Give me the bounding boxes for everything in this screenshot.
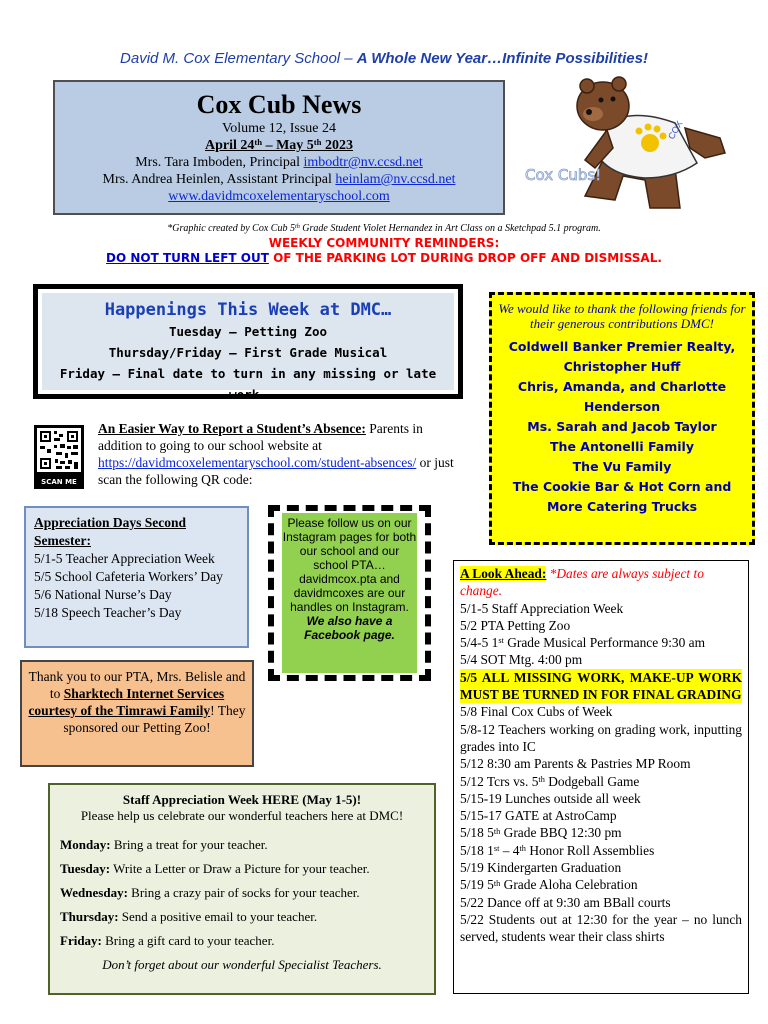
appreciation-days-box — [24, 506, 249, 648]
staff-day-item: Friday: Bring a gift card to your teacher. — [60, 933, 275, 948]
tagline-motto: A Whole New Year…Infinite Possibilities! — [356, 50, 648, 67]
instagram-box — [282, 513, 417, 673]
bear-shirt-text: COX — [666, 119, 685, 141]
scan-me-label: SCAN ME — [41, 478, 77, 486]
staff-appreciation-title: Staff Appreciation Week HERE (May 1-5)! — [122, 792, 362, 807]
look-ahead-item: 5/18 5th Grade BBQ 12:30 pm — [460, 825, 622, 841]
absence-qr-code[interactable] — [34, 425, 84, 489]
look-ahead-box — [453, 560, 749, 994]
donor-name: Chris, Amanda, and Charlotte Henderson — [517, 379, 727, 414]
graphic-credit: *Graphic created by Cox Cub 5th Grade Student Violet Hernandez in Art Class on a Sketchpad 5.1 program. — [167, 223, 601, 234]
school-website-link[interactable]: www.davidmcoxelementaryschool.com — [168, 189, 390, 204]
staff-day-item: Tuesday: Write a Letter or Draw a Picture for your teacher. — [60, 861, 370, 876]
appreciation-day-item: 5/1-5 Teacher Appreciation Week — [34, 551, 215, 566]
look-ahead-item: 5/18 1st – 4th Honor Roll Assemblies — [460, 842, 655, 858]
look-ahead-item: 5/8-12 Teachers working on grading work, inputting grades into IC — [460, 721, 742, 754]
look-ahead-item: 5/15-17 GATE at AstroCamp — [460, 808, 617, 824]
staff-appreciation-box — [48, 783, 436, 995]
happening-item: Thursday/Friday – First Grade Musical — [108, 345, 388, 360]
donors-intro: We would like to thank the following friends for their generous contributions DMC! — [498, 301, 746, 331]
look-ahead-item: 5/12 8:30 am Parents & Pastries MP Room — [460, 756, 691, 772]
staff-day-item: Monday: Bring a treat for your teacher. — [60, 837, 268, 852]
principal-line: Mrs. Tara Imboden, Principal imbodtr@nv.ccsd.net — [135, 155, 423, 170]
school-tagline — [0, 50, 768, 67]
look-ahead-item: 5/4 SOT Mtg. 4:00 pm — [460, 652, 583, 668]
reminders-heading: WEEKLY COMMUNITY REMINDERS: — [268, 236, 500, 250]
look-ahead-item-highlight: 5/5 ALL MISSING WORK, MAKE-UP WORK MUST BE TURNED IN FOR FINAL GRADING — [460, 669, 742, 703]
facebook-note: We also have a Facebook page. — [304, 614, 395, 642]
happening-item: Tuesday – Petting Zoo — [168, 324, 328, 339]
happening-item: Friday – Final date to turn in any missing or late work. — [59, 366, 437, 402]
weekly-reminders — [0, 236, 768, 266]
pta-thanks-box: Thank you to our PTA, Mrs. Belisle and to Sharktech Internet Services courtesy of the Timrawi Family! They sponsored our Petting Zoo! — [20, 660, 254, 767]
appreciation-day-item: 5/5 School Cafeteria Workers’ Day — [34, 569, 223, 584]
website-line — [55, 188, 503, 205]
donor-name: Ms. Sarah and Jacob Taylor — [527, 419, 717, 434]
newsletter-title: Cox Cub News — [196, 90, 362, 119]
staff-day-item: Wednesday: Bring a crazy pair of socks for your teacher. — [60, 885, 360, 900]
asst-principal-email-link[interactable]: heinlam@nv.ccsd.net — [335, 172, 456, 187]
look-ahead-item: 5/1-5 Staff Appreciation Week — [460, 600, 624, 616]
appreciation-days-heading: Appreciation Days Second Semester: — [34, 515, 187, 548]
look-ahead-item: 5/22 Dance off at 9:30 am BBall courts — [460, 894, 671, 910]
absence-url-link[interactable]: https://davidmcoxelementaryschool.com/student-absences/ — [98, 455, 417, 470]
happenings-box — [33, 284, 463, 402]
masthead — [53, 80, 505, 215]
issue-dates: April 24th – May 5th 2023 — [204, 137, 354, 153]
look-ahead-item: 5/19 Kindergarten Graduation — [460, 860, 622, 876]
happenings-title: Happenings This Week at DMC… — [104, 300, 392, 320]
specialist-teachers-note: Don’t forget about our wonderful Specialist Teachers. — [102, 957, 382, 972]
look-ahead-item: 5/19 5th Grade Aloha Celebration — [460, 877, 638, 893]
look-ahead-item: 5/4-5 1st Grade Musical Performance 9:30 am — [460, 635, 706, 651]
donor-name: The Vu Family — [572, 459, 672, 474]
appreciation-day-item: 5/18 Speech Teacher’s Day — [34, 605, 182, 620]
look-ahead-item: 5/2 PTA Petting Zoo — [460, 617, 571, 633]
absence-heading: An Easier Way to Report a Student’s Absence: — [98, 421, 366, 436]
staff-appreciation-subtitle: Please help us celebrate our wonderful teachers here at DMC! — [80, 808, 404, 823]
donor-name: Coldwell Banker Premier Realty, Christopher Huff — [508, 339, 736, 374]
look-ahead-item: 5/12 Tcrs vs. 5th Dodgeball Game — [460, 773, 640, 789]
staff-day-item: Thursday: Send a positive email to your teacher. — [60, 909, 318, 924]
instagram-text: Please follow us on our Instagram pages for both our school and our school PTA… davidmcox.pta and davidmcoxes are our handles on Instagram. — [282, 516, 417, 614]
look-ahead-item: 5/8 Final Cox Cubs of Week — [460, 704, 613, 720]
look-ahead-item: 5/15-19 Lunches outside all week — [460, 790, 641, 806]
donors-thank-you-box — [489, 292, 755, 545]
look-ahead-item: 5/22 Students out at 12:30 for the year – no lunch served, students wear their class shirts — [460, 911, 742, 945]
look-ahead-header: A Look Ahead: *Dates are always subject to change. — [460, 566, 704, 599]
tagline-school-name: David M. Cox Elementary School – — [120, 50, 357, 67]
donor-name: The Antonelli Family — [550, 439, 694, 454]
reminders-text: DO NOT TURN LEFT OUT OF THE PARKING LOT DURING DROP OFF AND DISMISSAL. — [106, 251, 662, 265]
sponsor-name: Sharktech Internet Services courtesy of the Timrawi Family — [28, 686, 225, 718]
cox-cub-bear-illustration — [515, 68, 755, 218]
volume-issue: Volume 12, Issue 24 — [221, 121, 337, 136]
cox-cubs-label: Cox Cubs! — [525, 166, 602, 184]
asst-principal-line: Mrs. Andrea Heinlen, Assistant Principal heinlam@nv.ccsd.net — [102, 172, 456, 187]
absence-report-section: An Easier Way to Report a Student’s Absence: Parents in addition to going to our school website at https://davidmcoxelementaryschool.com/student-absences/ or just scan the following QR code: — [98, 421, 454, 487]
donor-name: The Cookie Bar & Hot Corn and More Catering Trucks — [512, 479, 732, 514]
principal-email-link[interactable]: imbodtr@nv.ccsd.net — [303, 155, 423, 170]
appreciation-day-item: 5/6 National Nurse’s Day — [34, 587, 172, 602]
